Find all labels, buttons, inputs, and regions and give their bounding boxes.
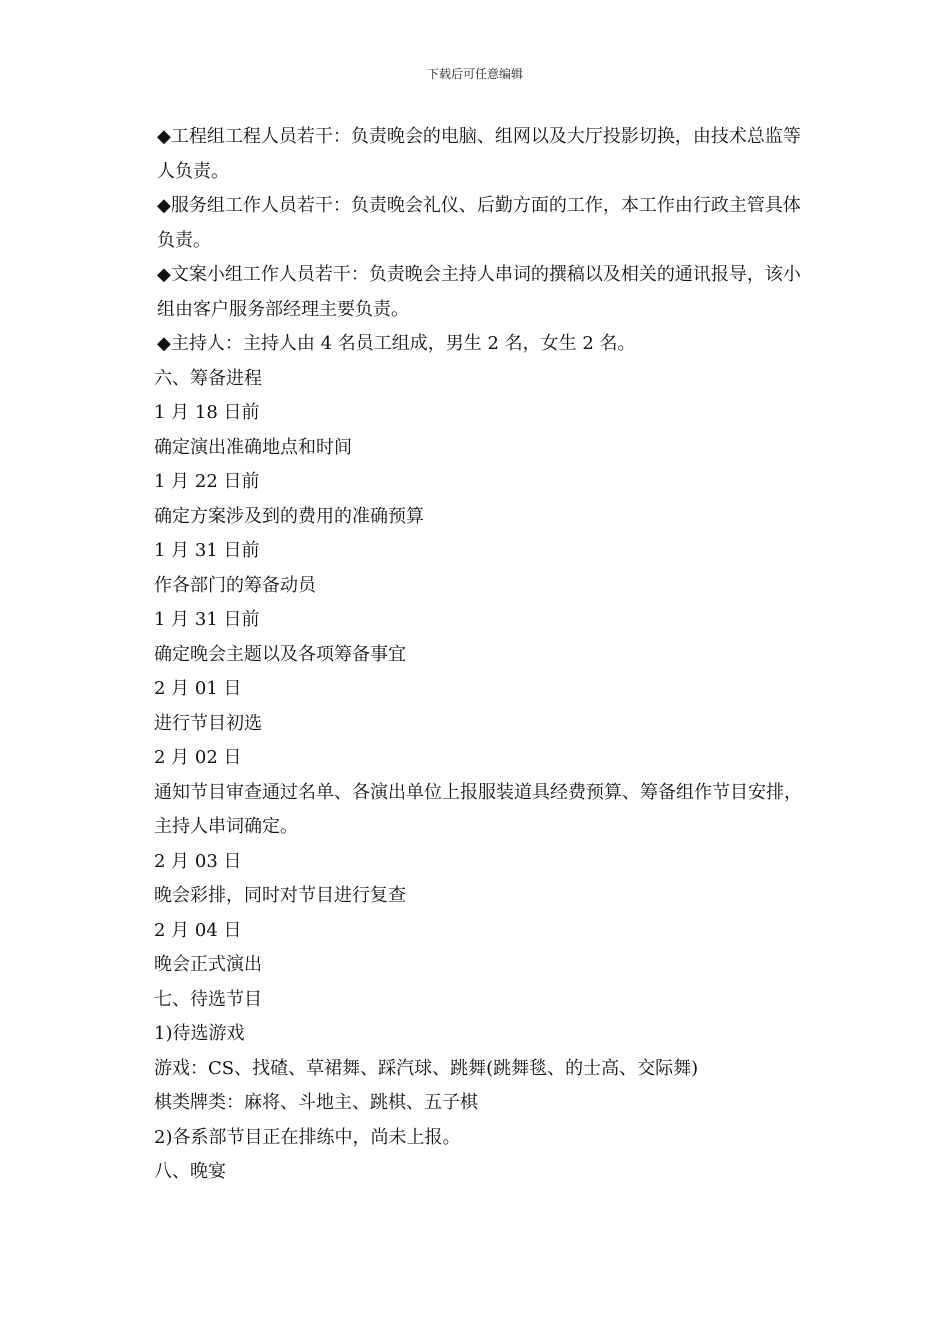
- schedule-date: 1 月 18 日前: [154, 402, 260, 423]
- section-heading-preparation: 六、筹备进程: [154, 367, 262, 389]
- schedule-task: 晚会正式演出: [154, 954, 262, 975]
- document-body: [145, 120, 810, 1190]
- schedule-date: 2 月 04 日: [154, 919, 242, 941]
- list-item-games-heading: 1)待选游戏: [154, 1023, 245, 1044]
- paragraph-service-team: ◆服务组工作人员若干：负责晚会礼仪、后勤方面的工作，本工作由行政主管具体负责。: [157, 195, 801, 251]
- schedule-date: 2 月 02 日: [154, 747, 242, 768]
- schedule-task: 确定晚会主题以及各项筹备事宜: [154, 643, 406, 665]
- list-item-department-programs: 2)各系部节目正在排练中，尚未上报。: [154, 1126, 461, 1148]
- schedule-task: 确定方案涉及到的费用的准确预算: [154, 505, 424, 527]
- schedule-date: 1 月 22 日前: [154, 471, 260, 492]
- schedule-task: 作各部门的筹备动员: [154, 574, 316, 596]
- section-heading-banquet: 八、晚宴: [154, 1161, 226, 1182]
- page-header: 下载后可任意编辑: [426, 67, 523, 81]
- schedule-date: 1 月 31 日前: [154, 540, 260, 561]
- paragraph-copywriting-team: ◆文案小组工作人员若干：负责晚会主持人串词的撰稿以及相关的通讯报导，该小组由客户服务部经理主要负责。: [157, 264, 801, 320]
- schedule-date: 2 月 01 日: [154, 678, 242, 699]
- section-heading-programs: 七、待选节目: [154, 988, 262, 1010]
- paragraph-engineering-team: ◆工程组工程人员若干：负责晚会的电脑、组网以及大厅投影切换，由技术总监等人负责。: [157, 126, 801, 182]
- schedule-date: 1 月 31 日前: [154, 609, 260, 630]
- schedule-task: 进行节目初选: [154, 712, 262, 734]
- schedule-task: 晚会彩排，同时对节目进行复查: [154, 885, 406, 906]
- list-item-games: 游戏：CS、找碴、草裙舞、踩汽球、跳舞(跳舞毯、的士高、交际舞): [154, 1057, 699, 1079]
- schedule-date: 2 月 03 日: [154, 850, 242, 872]
- list-item-board-games: 棋类牌类：麻将、斗地主、跳棋、五子棋: [154, 1092, 478, 1113]
- schedule-task: 确定演出准确地点和时间: [154, 436, 352, 458]
- paragraph-hosts: ◆主持人：主持人由 4 名员工组成，男生 2 名，女生 2 名。: [157, 333, 636, 354]
- schedule-task: 通知节目审查通过名单、各演出单位上报服装道具经费预算、筹备组作节目安排，主持人串词确定。: [154, 781, 802, 837]
